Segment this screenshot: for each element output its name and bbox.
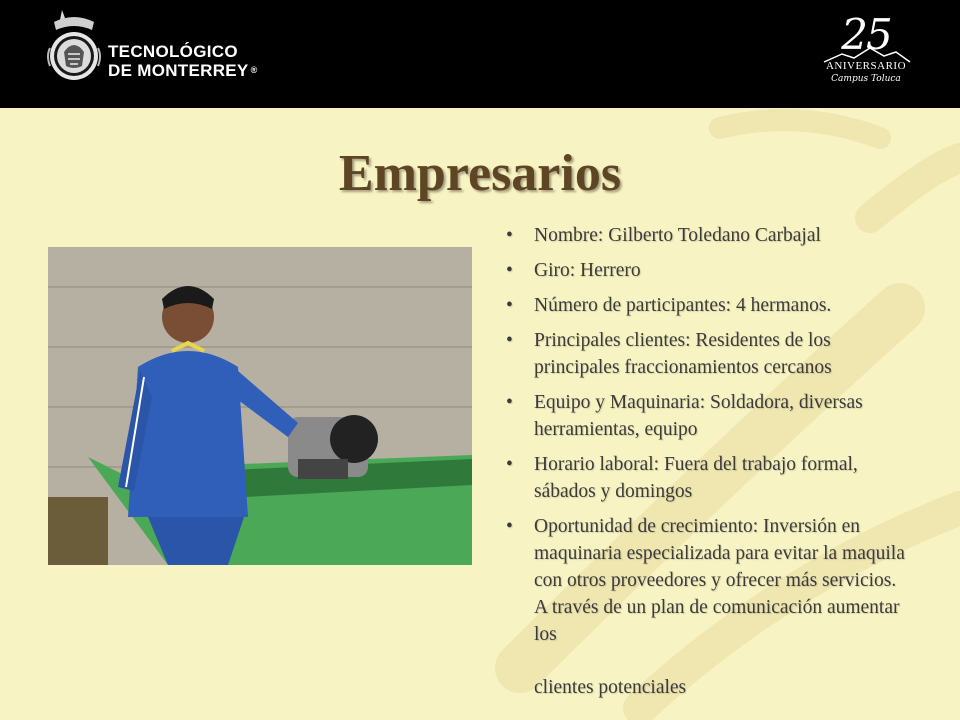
list-item: • Equipo y Maquinaria: Soldadora, diversas herramientas, equipo: [506, 389, 910, 443]
header-bar: [0, 0, 960, 108]
details-list: [506, 222, 910, 656]
anniversary-logo: [818, 12, 914, 92]
logo-wordmark: [108, 42, 258, 80]
logo-line1: TECNOLÓGICO: [108, 42, 238, 61]
tec-monterrey-logo: [44, 8, 258, 88]
anniversary-campus: Campus Toluca: [831, 74, 901, 84]
list-item: • Horario laboral: Fuera del trabajo formal, sábados y domingos: [506, 451, 910, 505]
entrepreneur-photo: [48, 247, 472, 565]
anniversary-word: ANIVERSARIO: [825, 60, 907, 72]
logo-line2: DE MONTERREY: [108, 61, 249, 80]
list-item: • Principales clientes: Residentes de los principales fraccionamientos cercanos: [506, 327, 910, 381]
slide-title: Empresarios: [338, 145, 622, 202]
list-item: • Giro: Herrero: [506, 257, 910, 284]
registered-mark: ®: [250, 65, 258, 75]
list-item: • Oportunidad de crecimiento: Inversión en maquinaria especializada para evitar la maquila con otros proveedores y ofrecer más servicios. A través de un plan de comunicación aumentar los: [506, 513, 910, 648]
anniversary-number: 25: [841, 10, 891, 59]
trailing-text: clientes potenciales: [534, 677, 687, 698]
tec-seal-icon: [44, 8, 104, 88]
list-item: • Número de participantes: 4 hermanos.: [506, 292, 910, 319]
list-item: • Nombre: Gilberto Toledano Carbajal: [506, 222, 910, 249]
